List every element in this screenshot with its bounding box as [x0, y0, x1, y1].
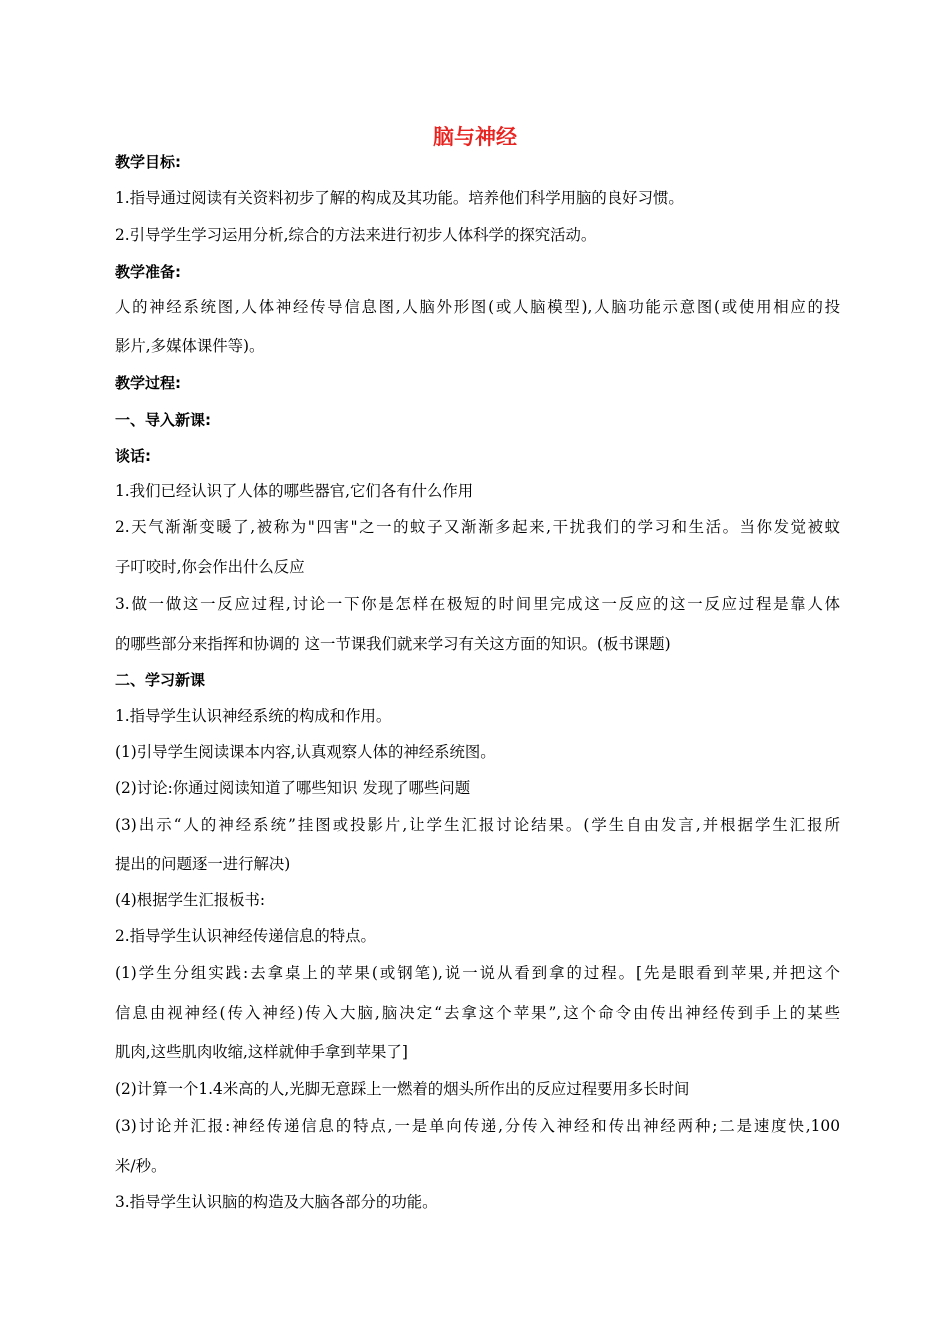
section-1-item-1: (1)引导学生阅读课本内容,认真观察人体的神经系统图。	[115, 743, 496, 761]
objective-1: 1.指导通过阅读有关资料初步了解的构成及其功能。培养他们科学用脑的良好习惯。	[115, 189, 684, 207]
section-3: 3.指导学生认识脑的构造及大脑各部分的功能。	[115, 1193, 438, 1211]
section-1: 1.指导学生认识神经系统的构成和作用。	[115, 707, 392, 725]
talk-item-3-line-2: 的哪些部分来指挥和协调的 这一节课我们就来学习有关这方面的知识。(板书课题)	[115, 635, 671, 653]
talk-item-2-line-2: 子叮咬时,你会作出什么反应	[115, 558, 305, 576]
heading-objectives: 教学目标:	[115, 153, 181, 171]
heading-part-1: 一、导入新课:	[115, 411, 211, 429]
heading-talk: 谈话:	[115, 447, 151, 465]
heading-preparation: 教学准备:	[115, 263, 181, 281]
preparation-line-2: 影片,多媒体课件等)。	[115, 337, 265, 355]
section-1-item-2: (2)讨论:你通过阅读知道了哪些知识 发现了哪些问题	[115, 779, 471, 797]
section-2: 2.指导学生认识神经传递信息的特点。	[115, 927, 376, 945]
section-2-item-1-line-3: 肌肉,这些肌肉收缩,这样就伸手拿到苹果了]	[115, 1043, 408, 1061]
section-2-item-3-line-1: (3)讨论并汇报:神经传递信息的特点,一是单向传递,分传入神经和传出神经两种;二是速度快,100	[115, 1117, 840, 1135]
section-1-item-4: (4)根据学生汇报板书:	[115, 891, 266, 909]
document-title: 脑与神经	[433, 125, 517, 149]
preparation-line-1: 人的神经系统图,人体神经传导信息图,人脑外形图(或人脑模型),人脑功能示意图(或使用相应的投	[115, 298, 840, 316]
section-2-item-1-line-2: 信息由视神经(传入神经)传入大脑,脑决定“去拿这个苹果”,这个命令由传出神经传到手上的某些	[115, 1004, 840, 1022]
talk-item-3-line-1: 3.做一做这一反应过程,讨论一下你是怎样在极短的时间里完成这一反应的这一反应过程是靠人体	[115, 595, 840, 613]
section-2-item-1-line-1: (1)学生分组实践:去拿桌上的苹果(或钢笔),说一说从看到拿的过程。[先是眼看到苹果,并把这个	[115, 964, 840, 982]
section-2-item-2: (2)计算一个1.4米高的人,光脚无意踩上一燃着的烟头所作出的反应过程要用多长时间	[115, 1080, 690, 1098]
talk-item-2-line-1: 2.天气渐渐变暖了,被称为"四害"之一的蚊子又渐渐多起来,干扰我们的学习和生活。当你发觉被蚊	[115, 518, 840, 536]
section-1-item-3-line-1: (3)出示“人的神经系统”挂图或投影片,让学生汇报讨论结果。(学生自由发言,并根据学生汇报所	[115, 816, 840, 834]
objective-2: 2.引导学生学习运用分析,综合的方法来进行初步人体科学的探究活动。	[115, 226, 597, 244]
heading-part-2: 二、学习新课	[115, 671, 206, 689]
talk-item-1: 1.我们已经认识了人体的哪些器官,它们各有什么作用	[115, 482, 474, 500]
heading-process: 教学过程:	[115, 374, 181, 392]
section-2-item-3-line-2: 米/秒。	[115, 1157, 167, 1175]
section-1-item-3-line-2: 提出的问题逐一进行解决)	[115, 855, 291, 873]
